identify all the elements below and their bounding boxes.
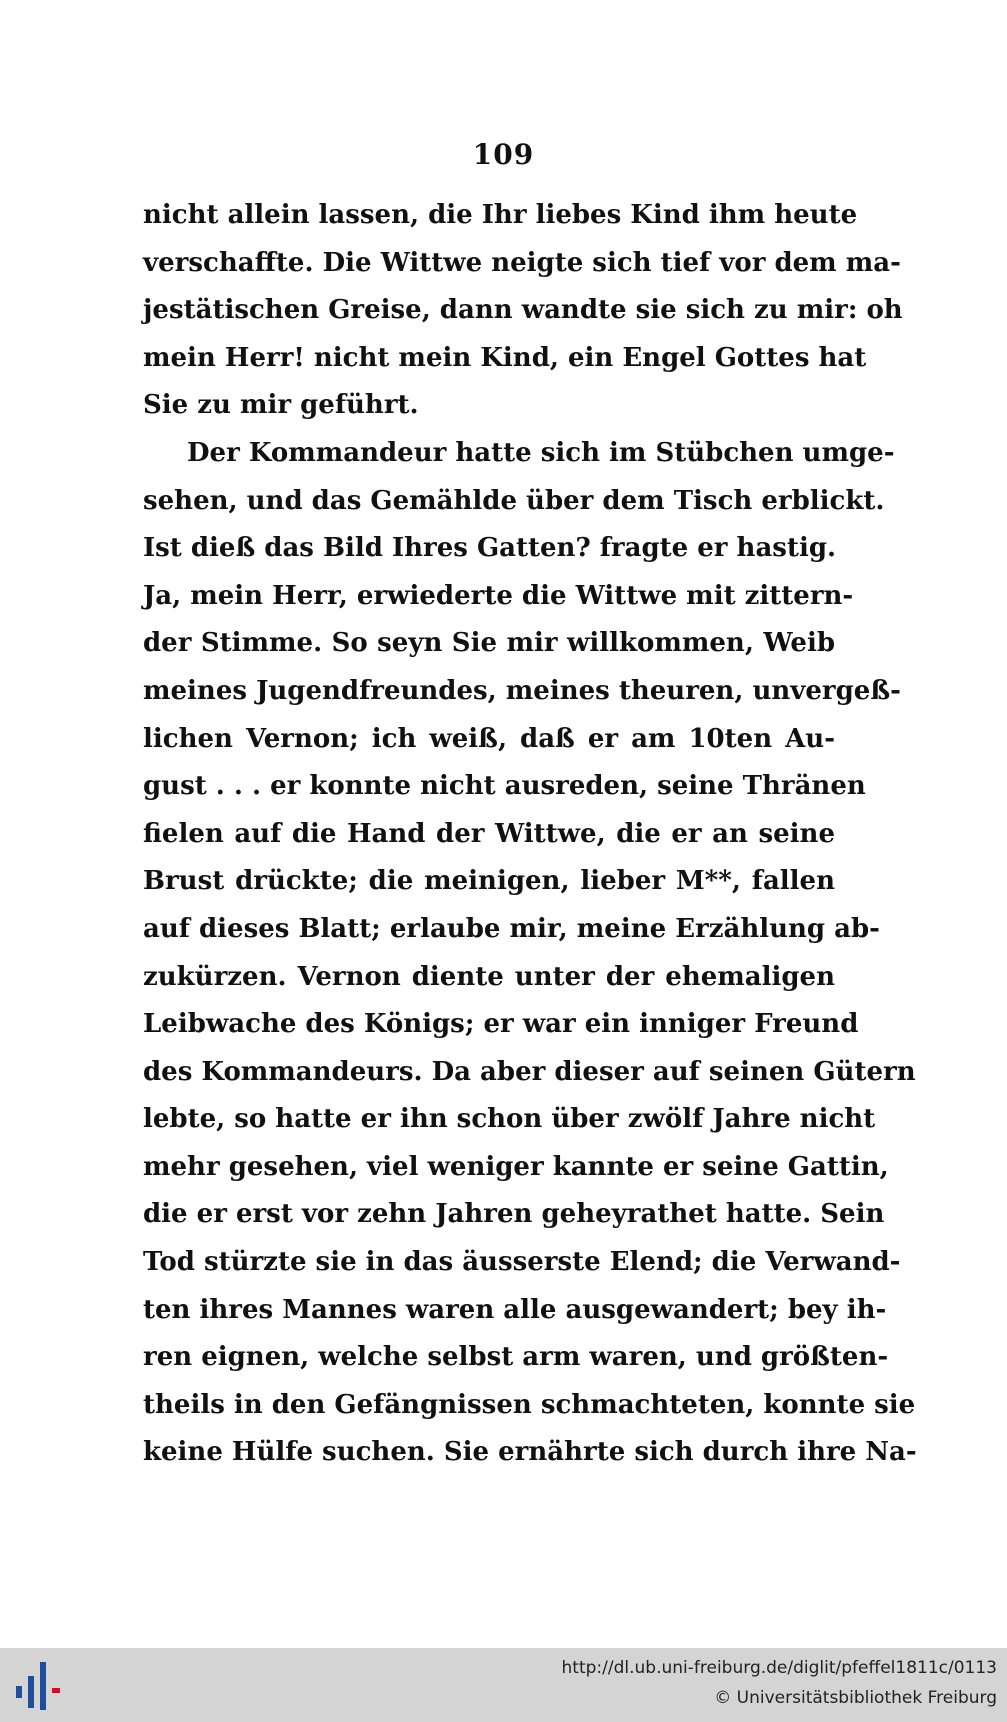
page-number: 109 xyxy=(472,138,535,171)
body-text xyxy=(143,192,917,1477)
text-line: Ist dieß das Bild Ihres Gatten? fragte er hastig. xyxy=(143,533,837,564)
text-line: lichen Vernon; ich weiß, daß er am 10ten Au- xyxy=(143,723,835,754)
text-line: jestätischen Greise, dann wandte sie sich zu mir: oh xyxy=(143,295,903,326)
text-line: ren eignen, welche selbst arm waren, und größten- xyxy=(143,1342,889,1373)
copyright-notice: © Universitätsbibliothek Freiburg xyxy=(714,1688,997,1708)
text-line: Sie zu mir geführt. xyxy=(143,390,419,421)
text-line: mein Herr! nicht mein Kind, ein Engel Gottes hat xyxy=(143,342,867,373)
text-line: fielen auf die Hand der Wittwe, die er an seine xyxy=(143,818,835,849)
text-line: Brust drückte; die meinigen, lieber M**, fallen xyxy=(143,866,835,897)
text-line: auf dieses Blatt; erlaube mir, meine Erzählung ab- xyxy=(143,913,880,944)
logo-blue-bar-right xyxy=(40,1662,46,1710)
permalink-url[interactable]: http://dl.ub.uni-freiburg.de/diglit/pfeffel1811c/0113 xyxy=(561,1658,997,1678)
text-line: Leibwache des Königs; er war ein inniger Freund xyxy=(143,1009,859,1040)
text-line: mehr gesehen, viel weniger kannte er seine Gattin, xyxy=(143,1151,889,1182)
text-line: verschaffte. Die Wittwe neigte sich tief vor dem ma- xyxy=(143,247,901,278)
text-line: des Kommandeurs. Da aber dieser auf seinen Gütern xyxy=(143,1056,916,1087)
text-line: keine Hülfe suchen. Sie ernährte sich durch ihre Na- xyxy=(143,1437,917,1468)
logo-blue-bar-middle xyxy=(28,1676,34,1708)
text-line: Tod stürzte sie in das äusserste Elend; die Verwand- xyxy=(143,1247,901,1278)
text-line: sehen, und das Gemählde über dem Tisch erblickt. xyxy=(143,485,885,516)
text-line: meines Jugendfreundes, meines theuren, unvergeß- xyxy=(143,675,901,706)
text-line: Der Kommandeur hatte sich im Stübchen umge- xyxy=(187,437,895,468)
text-line: gust . . . er konnte nicht ausreden, seine Thränen xyxy=(143,771,866,802)
text-line: zukürzen. Vernon diente unter der ehemaligen xyxy=(143,961,835,992)
logo-blue-bar-left xyxy=(16,1686,22,1698)
text-line: ten ihres Mannes waren alle ausgewandert; bey ih- xyxy=(143,1294,887,1325)
logo-red-bar xyxy=(52,1688,60,1693)
footer-bar xyxy=(0,1648,1007,1722)
text-line: die er erst vor zehn Jahren geheyrathet hatte. Sein xyxy=(143,1199,885,1230)
text-line: lebte, so hatte er ihn schon über zwölf Jahre nicht xyxy=(143,1104,876,1135)
text-line: theils in den Gefängnissen schmachteten, konnte sie xyxy=(143,1389,916,1420)
ub-freiburg-logo-icon xyxy=(14,1658,66,1714)
text-line: der Stimme. So seyn Sie mir willkommen, Weib xyxy=(143,628,835,659)
text-line: nicht allein lassen, die Ihr liebes Kind ihm heute xyxy=(143,200,858,230)
text-line: Ja, mein Herr, erwiederte die Wittwe mit zittern- xyxy=(143,580,854,611)
